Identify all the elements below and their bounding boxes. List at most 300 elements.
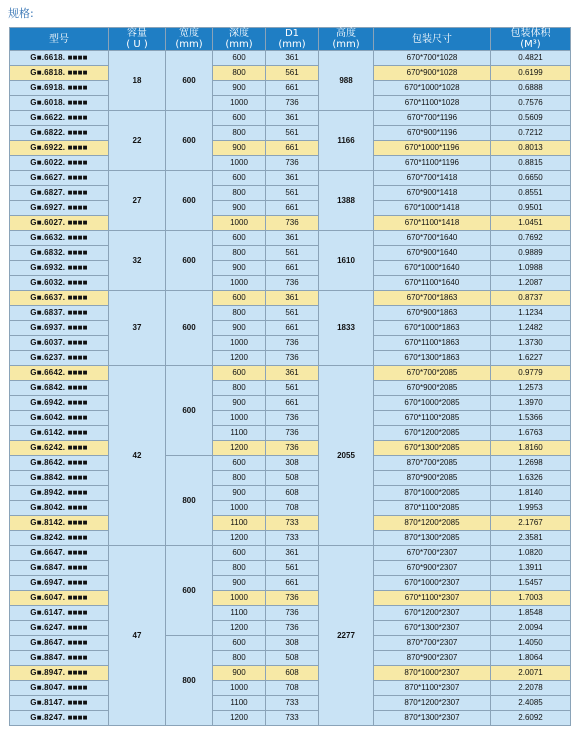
pack-size-cell: 670*1000*1196: [374, 141, 490, 155]
pack-size-cell: 670*1200*2085: [374, 426, 490, 440]
table-row: [10, 366, 570, 380]
pack-volume-cell: 1.3970: [491, 396, 570, 410]
depth-cell: 800: [213, 66, 265, 80]
height-cell: 1388: [319, 171, 373, 230]
width-cell: 800: [166, 636, 212, 725]
header-pack-size: 包装尺寸: [374, 28, 490, 50]
height-cell: 1166: [319, 111, 373, 170]
table-row: [10, 321, 570, 335]
depth-cell: 600: [213, 456, 265, 470]
table-row: [10, 381, 570, 395]
table-row: [10, 276, 570, 290]
pack-volume-cell: 1.0820: [491, 546, 570, 560]
pack-size-cell: 670*700*1418: [374, 171, 490, 185]
table-row: [10, 186, 570, 200]
pack-volume-cell: 1.2087: [491, 276, 570, 290]
table-row: [10, 171, 570, 185]
table-row: [10, 441, 570, 455]
depth-cell: 900: [213, 321, 265, 335]
table-row: [10, 291, 570, 305]
table-row: [10, 246, 570, 260]
model-cell: G■.6247. ■■■■: [10, 621, 108, 635]
pack-size-cell: 870*1000*2307: [374, 666, 490, 680]
pack-size-cell: 870*900*2307: [374, 651, 490, 665]
d1-cell: 561: [266, 381, 318, 395]
table-row: [10, 141, 570, 155]
pack-size-cell: 670*900*1196: [374, 126, 490, 140]
pack-volume-cell: 0.4821: [491, 51, 570, 65]
d1-cell: 733: [266, 711, 318, 725]
pack-size-cell: 670*1100*1028: [374, 96, 490, 110]
pack-volume-cell: 1.0451: [491, 216, 570, 230]
model-cell: G■.8942. ■■■■: [10, 486, 108, 500]
table-row: [10, 621, 570, 635]
pack-size-cell: 670*1100*2085: [374, 411, 490, 425]
pack-volume-cell: 1.3911: [491, 561, 570, 575]
depth-cell: 900: [213, 141, 265, 155]
d1-cell: 661: [266, 396, 318, 410]
header-capacity: 容量 ( U ): [109, 28, 165, 50]
d1-cell: 661: [266, 321, 318, 335]
table-row: [10, 51, 570, 65]
table-row: [10, 486, 570, 500]
pack-volume-cell: 0.8815: [491, 156, 570, 170]
height-cell: 2055: [319, 366, 373, 545]
pack-size-cell: 670*900*2307: [374, 561, 490, 575]
model-cell: G■.8647. ■■■■: [10, 636, 108, 650]
pack-volume-cell: 0.7692: [491, 231, 570, 245]
pack-volume-cell: 1.6227: [491, 351, 570, 365]
d1-cell: 708: [266, 681, 318, 695]
model-cell: G■.6632. ■■■■: [10, 231, 108, 245]
depth-cell: 1200: [213, 621, 265, 635]
height-cell: 1833: [319, 291, 373, 365]
model-cell: G■.8847. ■■■■: [10, 651, 108, 665]
table-row: [10, 516, 570, 530]
d1-cell: 736: [266, 156, 318, 170]
pack-size-cell: 670*1000*1418: [374, 201, 490, 215]
pack-volume-cell: 0.6650: [491, 171, 570, 185]
model-cell: G■.8142. ■■■■: [10, 516, 108, 530]
model-cell: G■.6922. ■■■■: [10, 141, 108, 155]
depth-cell: 800: [213, 561, 265, 575]
height-cell: 1610: [319, 231, 373, 290]
pack-volume-cell: 0.8737: [491, 291, 570, 305]
d1-cell: 361: [266, 291, 318, 305]
d1-cell: 733: [266, 696, 318, 710]
depth-cell: 900: [213, 201, 265, 215]
d1-cell: 736: [266, 426, 318, 440]
table-row: [10, 546, 570, 560]
d1-cell: 508: [266, 651, 318, 665]
pack-size-cell: 670*1100*1863: [374, 336, 490, 350]
model-cell: G■.6637. ■■■■: [10, 291, 108, 305]
pack-size-cell: 870*1300*2307: [374, 711, 490, 725]
depth-cell: 900: [213, 666, 265, 680]
pack-volume-cell: 0.5609: [491, 111, 570, 125]
model-cell: G■.6022. ■■■■: [10, 156, 108, 170]
header-depth: 深度 (mm): [213, 28, 265, 50]
table-row: [10, 396, 570, 410]
d1-cell: 361: [266, 111, 318, 125]
d1-cell: 608: [266, 486, 318, 500]
spec-table: [9, 27, 571, 726]
depth-cell: 800: [213, 471, 265, 485]
d1-cell: 736: [266, 276, 318, 290]
pack-volume-cell: 1.8548: [491, 606, 570, 620]
width-cell: 600: [166, 171, 212, 230]
d1-cell: 661: [266, 576, 318, 590]
header-d1: D1 (mm): [266, 28, 318, 50]
header-width: 宽度 (mm): [166, 28, 212, 50]
width-cell: 600: [166, 546, 212, 635]
table-row: [10, 411, 570, 425]
model-cell: G■.6147. ■■■■: [10, 606, 108, 620]
depth-cell: 600: [213, 171, 265, 185]
pack-volume-cell: 1.3730: [491, 336, 570, 350]
depth-cell: 600: [213, 231, 265, 245]
width-cell: 800: [166, 456, 212, 545]
d1-cell: 736: [266, 591, 318, 605]
header-row: [10, 28, 570, 50]
model-cell: G■.6918. ■■■■: [10, 81, 108, 95]
pack-volume-cell: 0.8551: [491, 186, 570, 200]
model-cell: G■.6042. ■■■■: [10, 411, 108, 425]
pack-size-cell: 670*1300*2307: [374, 621, 490, 635]
depth-cell: 1200: [213, 531, 265, 545]
model-cell: G■.6047. ■■■■: [10, 591, 108, 605]
model-cell: G■.6622. ■■■■: [10, 111, 108, 125]
page-caption: 规格:: [8, 7, 34, 20]
table-row: [10, 426, 570, 440]
pack-size-cell: 870*1200*2085: [374, 516, 490, 530]
table-row: [10, 681, 570, 695]
depth-cell: 800: [213, 246, 265, 260]
d1-cell: 561: [266, 126, 318, 140]
d1-cell: 361: [266, 366, 318, 380]
d1-cell: 508: [266, 471, 318, 485]
table-row: [10, 576, 570, 590]
model-cell: G■.8247. ■■■■: [10, 711, 108, 725]
d1-cell: 736: [266, 621, 318, 635]
pack-size-cell: 670*1000*2307: [374, 576, 490, 590]
model-cell: G■.6937. ■■■■: [10, 321, 108, 335]
table-row: [10, 471, 570, 485]
pack-size-cell: 670*900*1028: [374, 66, 490, 80]
model-cell: G■.6818. ■■■■: [10, 66, 108, 80]
pack-size-cell: 870*700*2085: [374, 456, 490, 470]
model-cell: G■.8842. ■■■■: [10, 471, 108, 485]
model-cell: G■.6932. ■■■■: [10, 261, 108, 275]
d1-cell: 361: [266, 231, 318, 245]
model-cell: G■.6947. ■■■■: [10, 576, 108, 590]
depth-cell: 1000: [213, 411, 265, 425]
model-cell: G■.6037. ■■■■: [10, 336, 108, 350]
model-cell: G■.6642. ■■■■: [10, 366, 108, 380]
pack-size-cell: 670*1300*1863: [374, 351, 490, 365]
pack-volume-cell: 1.2698: [491, 456, 570, 470]
depth-cell: 800: [213, 306, 265, 320]
capacity-cell: 47: [109, 546, 165, 725]
depth-cell: 800: [213, 381, 265, 395]
pack-volume-cell: 1.8064: [491, 651, 570, 665]
model-cell: G■.8042. ■■■■: [10, 501, 108, 515]
table-row: [10, 561, 570, 575]
model-cell: G■.6032. ■■■■: [10, 276, 108, 290]
pack-size-cell: 870*1100*2307: [374, 681, 490, 695]
d1-cell: 736: [266, 336, 318, 350]
d1-cell: 661: [266, 141, 318, 155]
depth-cell: 800: [213, 186, 265, 200]
depth-cell: 600: [213, 636, 265, 650]
pack-volume-cell: 1.6326: [491, 471, 570, 485]
model-cell: G■.6942. ■■■■: [10, 396, 108, 410]
pack-size-cell: 670*1000*1640: [374, 261, 490, 275]
depth-cell: 1100: [213, 426, 265, 440]
pack-volume-cell: 1.9953: [491, 501, 570, 515]
pack-size-cell: 670*1100*1196: [374, 156, 490, 170]
table-row: [10, 81, 570, 95]
d1-cell: 561: [266, 306, 318, 320]
d1-cell: 361: [266, 51, 318, 65]
table-row: [10, 531, 570, 545]
d1-cell: 361: [266, 171, 318, 185]
pack-size-cell: 670*900*1418: [374, 186, 490, 200]
pack-volume-cell: 0.9889: [491, 246, 570, 260]
pack-volume-cell: 1.2482: [491, 321, 570, 335]
d1-cell: 661: [266, 81, 318, 95]
pack-size-cell: 870*1100*2085: [374, 501, 490, 515]
depth-cell: 600: [213, 51, 265, 65]
model-cell: G■.8047. ■■■■: [10, 681, 108, 695]
model-cell: G■.8242. ■■■■: [10, 531, 108, 545]
d1-cell: 661: [266, 201, 318, 215]
pack-volume-cell: 1.5366: [491, 411, 570, 425]
pack-volume-cell: 1.8140: [491, 486, 570, 500]
pack-size-cell: 670*900*1640: [374, 246, 490, 260]
depth-cell: 1000: [213, 156, 265, 170]
model-cell: G■.6837. ■■■■: [10, 306, 108, 320]
d1-cell: 733: [266, 531, 318, 545]
pack-size-cell: 670*700*2307: [374, 546, 490, 560]
d1-cell: 708: [266, 501, 318, 515]
pack-volume-cell: 2.1767: [491, 516, 570, 530]
table-row: [10, 501, 570, 515]
depth-cell: 1000: [213, 591, 265, 605]
d1-cell: 736: [266, 441, 318, 455]
table-row: [10, 66, 570, 80]
pack-size-cell: 670*1100*2307: [374, 591, 490, 605]
pack-size-cell: 870*700*2307: [374, 636, 490, 650]
model-cell: G■.6647. ■■■■: [10, 546, 108, 560]
pack-size-cell: 670*700*1640: [374, 231, 490, 245]
model-cell: G■.6242. ■■■■: [10, 441, 108, 455]
pack-size-cell: 870*1200*2307: [374, 696, 490, 710]
capacity-cell: 27: [109, 171, 165, 230]
pack-volume-cell: 0.7212: [491, 126, 570, 140]
d1-cell: 561: [266, 561, 318, 575]
depth-cell: 1000: [213, 216, 265, 230]
d1-cell: 661: [266, 261, 318, 275]
pack-size-cell: 670*700*1028: [374, 51, 490, 65]
header-pack-volume: 包装体积 (M³): [491, 28, 570, 50]
model-cell: G■.6842. ■■■■: [10, 381, 108, 395]
model-cell: G■.6142. ■■■■: [10, 426, 108, 440]
pack-size-cell: 670*1200*2307: [374, 606, 490, 620]
d1-cell: 308: [266, 636, 318, 650]
depth-cell: 1000: [213, 96, 265, 110]
width-cell: 600: [166, 366, 212, 455]
capacity-cell: 18: [109, 51, 165, 110]
depth-cell: 800: [213, 651, 265, 665]
depth-cell: 1000: [213, 681, 265, 695]
pack-size-cell: 670*1000*2085: [374, 396, 490, 410]
depth-cell: 600: [213, 546, 265, 560]
pack-volume-cell: 0.6199: [491, 66, 570, 80]
depth-cell: 1000: [213, 276, 265, 290]
model-cell: G■.8642. ■■■■: [10, 456, 108, 470]
table-row: [10, 666, 570, 680]
depth-cell: 800: [213, 126, 265, 140]
pack-volume-cell: 1.7003: [491, 591, 570, 605]
pack-volume-cell: 1.8160: [491, 441, 570, 455]
table-row: [10, 306, 570, 320]
header-model: 型号: [10, 28, 108, 50]
pack-volume-cell: 0.9779: [491, 366, 570, 380]
pack-size-cell: 870*900*2085: [374, 471, 490, 485]
spec-table-body: [10, 51, 570, 725]
depth-cell: 1200: [213, 711, 265, 725]
depth-cell: 1200: [213, 351, 265, 365]
depth-cell: 1000: [213, 336, 265, 350]
pack-volume-cell: 0.7576: [491, 96, 570, 110]
pack-volume-cell: 0.9501: [491, 201, 570, 215]
pack-size-cell: 670*1000*1863: [374, 321, 490, 335]
model-cell: G■.6827. ■■■■: [10, 186, 108, 200]
pack-volume-cell: 2.4085: [491, 696, 570, 710]
pack-size-cell: 870*1000*2085: [374, 486, 490, 500]
table-row: [10, 591, 570, 605]
d1-cell: 561: [266, 66, 318, 80]
d1-cell: 736: [266, 411, 318, 425]
header-height: 高度 (mm): [319, 28, 373, 50]
capacity-cell: 32: [109, 231, 165, 290]
model-cell: G■.6618. ■■■■: [10, 51, 108, 65]
d1-cell: 733: [266, 516, 318, 530]
table-row: [10, 111, 570, 125]
pack-volume-cell: 1.0988: [491, 261, 570, 275]
pack-size-cell: 670*700*1196: [374, 111, 490, 125]
depth-cell: 900: [213, 576, 265, 590]
model-cell: G■.6627. ■■■■: [10, 171, 108, 185]
width-cell: 600: [166, 51, 212, 110]
model-cell: G■.8947. ■■■■: [10, 666, 108, 680]
depth-cell: 600: [213, 366, 265, 380]
pack-size-cell: 670*1100*1640: [374, 276, 490, 290]
d1-cell: 736: [266, 606, 318, 620]
depth-cell: 900: [213, 396, 265, 410]
pack-size-cell: 670*1000*1028: [374, 81, 490, 95]
table-row: [10, 351, 570, 365]
depth-cell: 1100: [213, 516, 265, 530]
d1-cell: 561: [266, 246, 318, 260]
pack-volume-cell: 2.0094: [491, 621, 570, 635]
d1-cell: 736: [266, 216, 318, 230]
table-row: [10, 96, 570, 110]
depth-cell: 900: [213, 81, 265, 95]
pack-volume-cell: 2.6092: [491, 711, 570, 725]
table-row: [10, 456, 570, 470]
pack-size-cell: 670*700*1863: [374, 291, 490, 305]
pack-size-cell: 670*1100*1418: [374, 216, 490, 230]
d1-cell: 608: [266, 666, 318, 680]
pack-volume-cell: 1.2573: [491, 381, 570, 395]
model-cell: G■.6927. ■■■■: [10, 201, 108, 215]
depth-cell: 600: [213, 111, 265, 125]
capacity-cell: 42: [109, 366, 165, 545]
d1-cell: 361: [266, 546, 318, 560]
model-cell: G■.6832. ■■■■: [10, 246, 108, 260]
pack-volume-cell: 1.6763: [491, 426, 570, 440]
table-row: [10, 126, 570, 140]
table-row: [10, 651, 570, 665]
pack-volume-cell: 1.1234: [491, 306, 570, 320]
model-cell: G■.6237. ■■■■: [10, 351, 108, 365]
table-row: [10, 606, 570, 620]
pack-volume-cell: 2.3581: [491, 531, 570, 545]
width-cell: 600: [166, 231, 212, 290]
depth-cell: 900: [213, 261, 265, 275]
width-cell: 600: [166, 291, 212, 365]
capacity-cell: 37: [109, 291, 165, 365]
model-cell: G■.8147. ■■■■: [10, 696, 108, 710]
pack-size-cell: 670*700*2085: [374, 366, 490, 380]
d1-cell: 308: [266, 456, 318, 470]
table-row: [10, 711, 570, 725]
depth-cell: 900: [213, 486, 265, 500]
pack-size-cell: 670*900*2085: [374, 381, 490, 395]
model-cell: G■.6847. ■■■■: [10, 561, 108, 575]
pack-volume-cell: 2.2078: [491, 681, 570, 695]
d1-cell: 561: [266, 186, 318, 200]
capacity-cell: 22: [109, 111, 165, 170]
d1-cell: 736: [266, 96, 318, 110]
model-cell: G■.6018. ■■■■: [10, 96, 108, 110]
pack-size-cell: 670*1300*2085: [374, 441, 490, 455]
pack-volume-cell: 2.0071: [491, 666, 570, 680]
table-row: [10, 636, 570, 650]
width-cell: 600: [166, 111, 212, 170]
height-cell: 2277: [319, 546, 373, 725]
table-row: [10, 696, 570, 710]
d1-cell: 736: [266, 351, 318, 365]
table-row: [10, 336, 570, 350]
table-row: [10, 216, 570, 230]
pack-volume-cell: 0.8013: [491, 141, 570, 155]
pack-volume-cell: 0.6888: [491, 81, 570, 95]
pack-volume-cell: 1.4050: [491, 636, 570, 650]
pack-size-cell: 870*1300*2085: [374, 531, 490, 545]
depth-cell: 1000: [213, 501, 265, 515]
height-cell: 988: [319, 51, 373, 110]
table-row: [10, 156, 570, 170]
model-cell: G■.6027. ■■■■: [10, 216, 108, 230]
table-row: [10, 231, 570, 245]
table-row: [10, 201, 570, 215]
depth-cell: 1100: [213, 696, 265, 710]
pack-size-cell: 670*900*1863: [374, 306, 490, 320]
pack-volume-cell: 1.5457: [491, 576, 570, 590]
